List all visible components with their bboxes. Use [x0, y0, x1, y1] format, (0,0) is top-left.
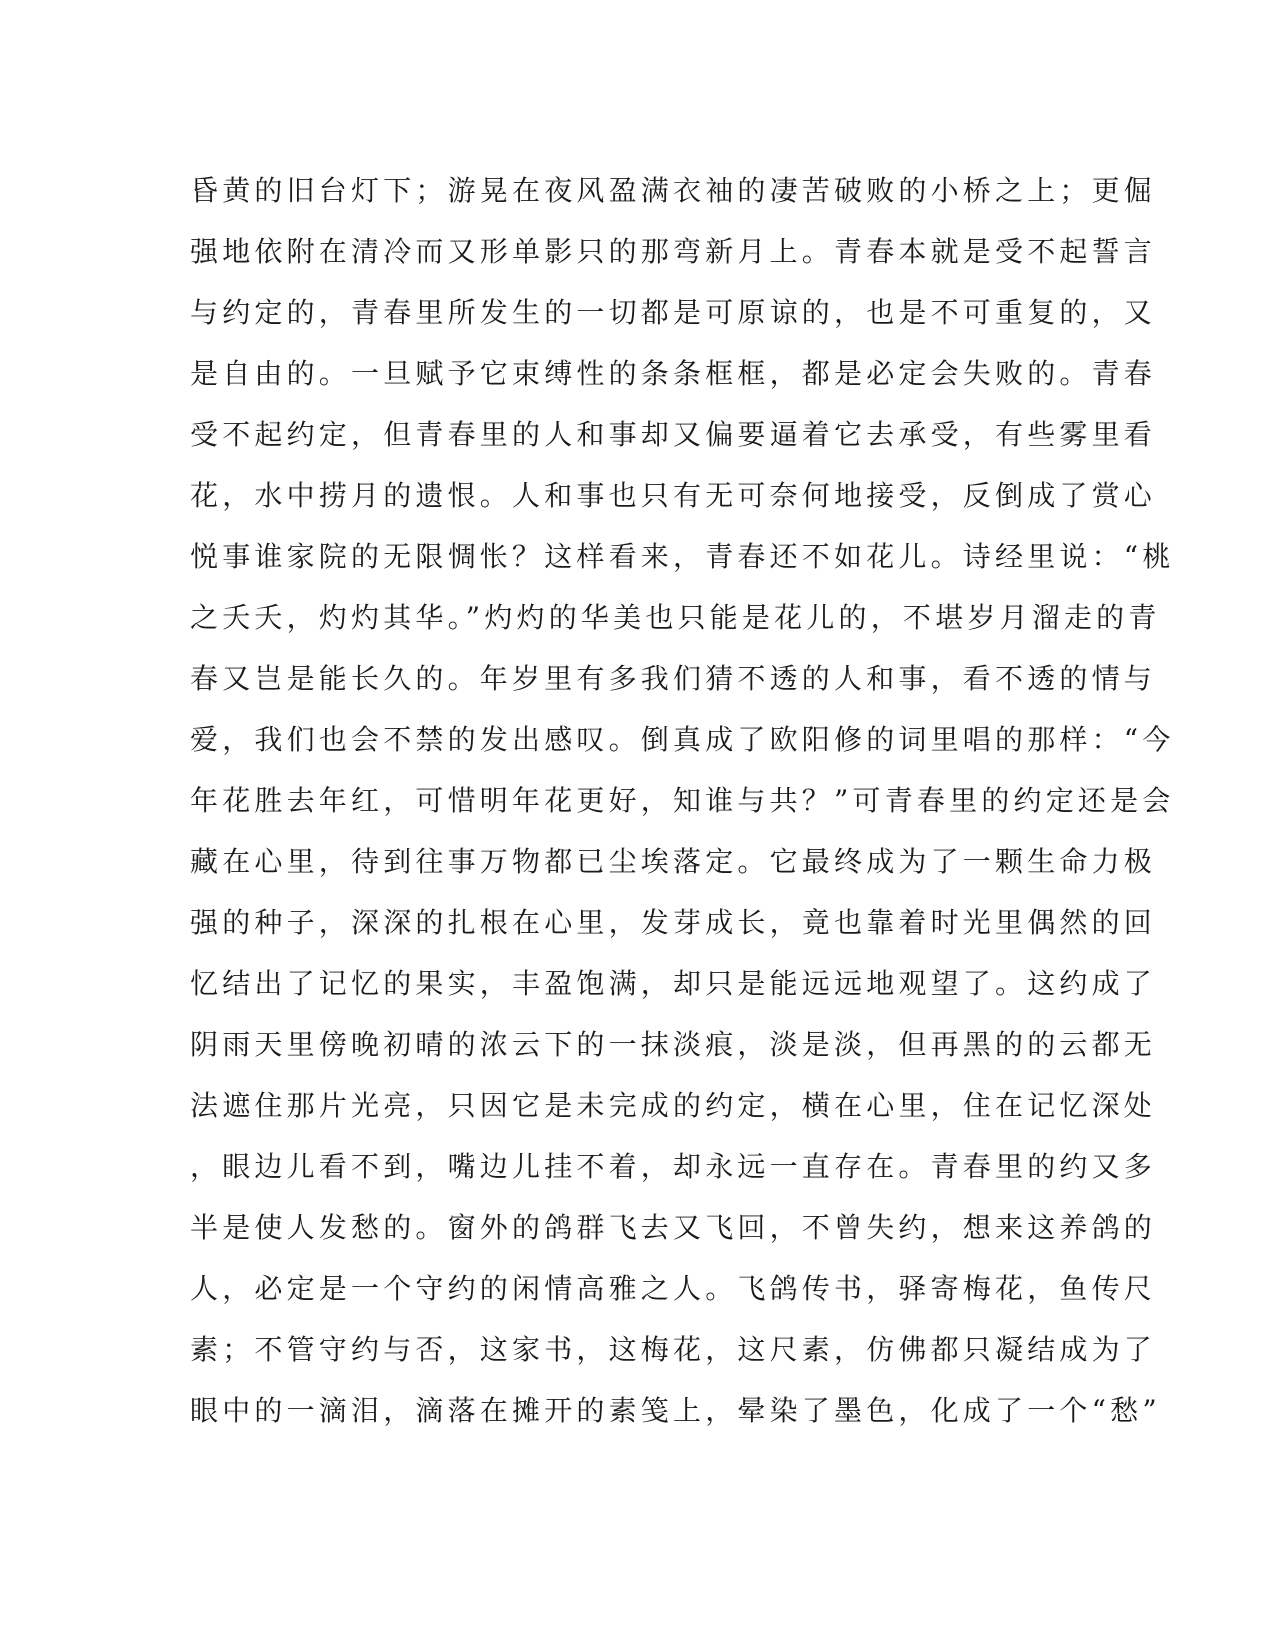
text-line: 年花胜去年红，可惜明年花更好，知谁与共？”可青春里的约定还是会: [190, 784, 1175, 817]
text-line: 强地依附在清冷而又形单影只的那弯新月上。青春本就是受不起誓言: [190, 235, 1157, 268]
text-line: 藏在心里，待到往事万物都已尘埃落定。它最终成为了一颗生命力极: [190, 845, 1157, 878]
text-line: 人，必定是一个守约的闲情高雅之人。飞鸽传书，驿寄梅花，鱼传尺: [190, 1272, 1157, 1305]
text-line: 法遮住那片光亮，只因它是未完成的约定，横在心里，住在记忆深处: [190, 1089, 1157, 1122]
text-line: 与约定的，青春里所发生的一切都是可原谅的，也是不可重复的，又: [190, 296, 1157, 329]
text-line: 强的种子，深深的扎根在心里，发芽成长，竟也靠着时光里偶然的回: [190, 906, 1157, 939]
text-line: 半是使人发愁的。窗外的鸽群飞去又飞回，不曾失约，想来这养鸽的: [190, 1211, 1157, 1244]
text-line: 春又岂是能长久的。年岁里有多我们猜不透的人和事，看不透的情与: [190, 662, 1157, 695]
body-text: [190, 160, 1175, 1441]
text-line: 阴雨天里傍晚初晴的浓云下的一抹淡痕，淡是淡，但再黑的的云都无: [190, 1028, 1157, 1061]
text-line: 爱，我们也会不禁的发出感叹。倒真成了欧阳修的词里唱的那样：“今: [190, 723, 1175, 756]
text-line: 之夭夭，灼灼其华。”灼灼的华美也只能是花儿的，不堪岁月溜走的青: [190, 601, 1161, 634]
text-line: 眼中的一滴泪，滴落在摊开的素笺上，晕染了墨色，化成了一个“愁”: [190, 1394, 1161, 1427]
text-line: 悦事谁家院的无限惆怅？这样看来，青春还不如花儿。诗经里说：“桃: [190, 540, 1175, 573]
text-line: 受不起约定，但青春里的人和事却又偏要逼着它去承受，有些雾里看: [190, 418, 1157, 451]
text-line: ，眼边儿看不到，嘴边儿挂不着，却永远一直存在。青春里的约又多: [190, 1150, 1157, 1183]
text-line: 忆结出了记忆的果实，丰盈饱满，却只是能远远地观望了。这约成了: [190, 967, 1157, 1000]
text-line: 昏黄的旧台灯下；游晃在夜风盈满衣袖的凄苦破败的小桥之上；更倔: [190, 174, 1157, 207]
text-line: 是自由的。一旦赋予它束缚性的条条框框，都是必定会失败的。青春: [190, 357, 1157, 390]
text-line: 花，水中捞月的遗恨。人和事也只有无可奈何地接受，反倒成了赏心: [190, 479, 1157, 512]
text-line: 素；不管守约与否，这家书，这梅花，这尺素，仿佛都只凝结成为了: [190, 1333, 1157, 1366]
